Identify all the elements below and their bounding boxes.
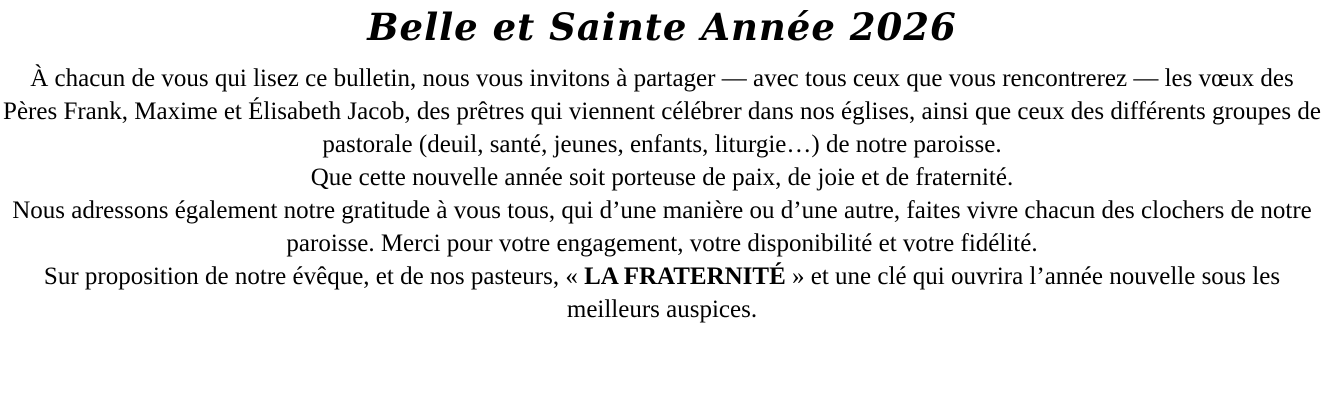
paragraph-motto [2, 260, 1322, 326]
page-title: Belle et Sainte Année 2026 [367, 5, 957, 49]
motto-prefix-text: Sur proposition de notre évêque, et de nos pasteurs, « [43, 263, 585, 290]
motto-suffix-text: » et une clé qui ouvrira l’année nouvelle sous les meilleurs auspices. [566, 263, 1281, 323]
motto-bold-text: LA FRATERNITÉ [584, 263, 786, 290]
paragraph-gratitude: Nous adressons également notre gratitude à vous tous, qui d’une manière ou d’une autre, faites vivre chacun des clochers de notre paroisse. Merci pour votre engagement, votre disponibilité et votre fidélité. [12, 197, 1312, 257]
bulletin-body [0, 62, 1324, 326]
paragraph-new-year-wish: Que cette nouvelle année soit porteuse de paix, de joie et de fraternité. [310, 164, 1014, 191]
paragraph-greeting: À chacun de vous qui lisez ce bulletin, nous vous invitons à partager — avec tous ceux que vous rencontrerez — les vœux des Pères Frank, Maxime et Élisabeth Jacob, des prêtres qui viennent célébrer dans nos églises, ainsi que ceux des différents groupes de pastorale (deuil, santé, jeunes, enfants, liturgie…) de notre paroisse. [3, 65, 1321, 158]
